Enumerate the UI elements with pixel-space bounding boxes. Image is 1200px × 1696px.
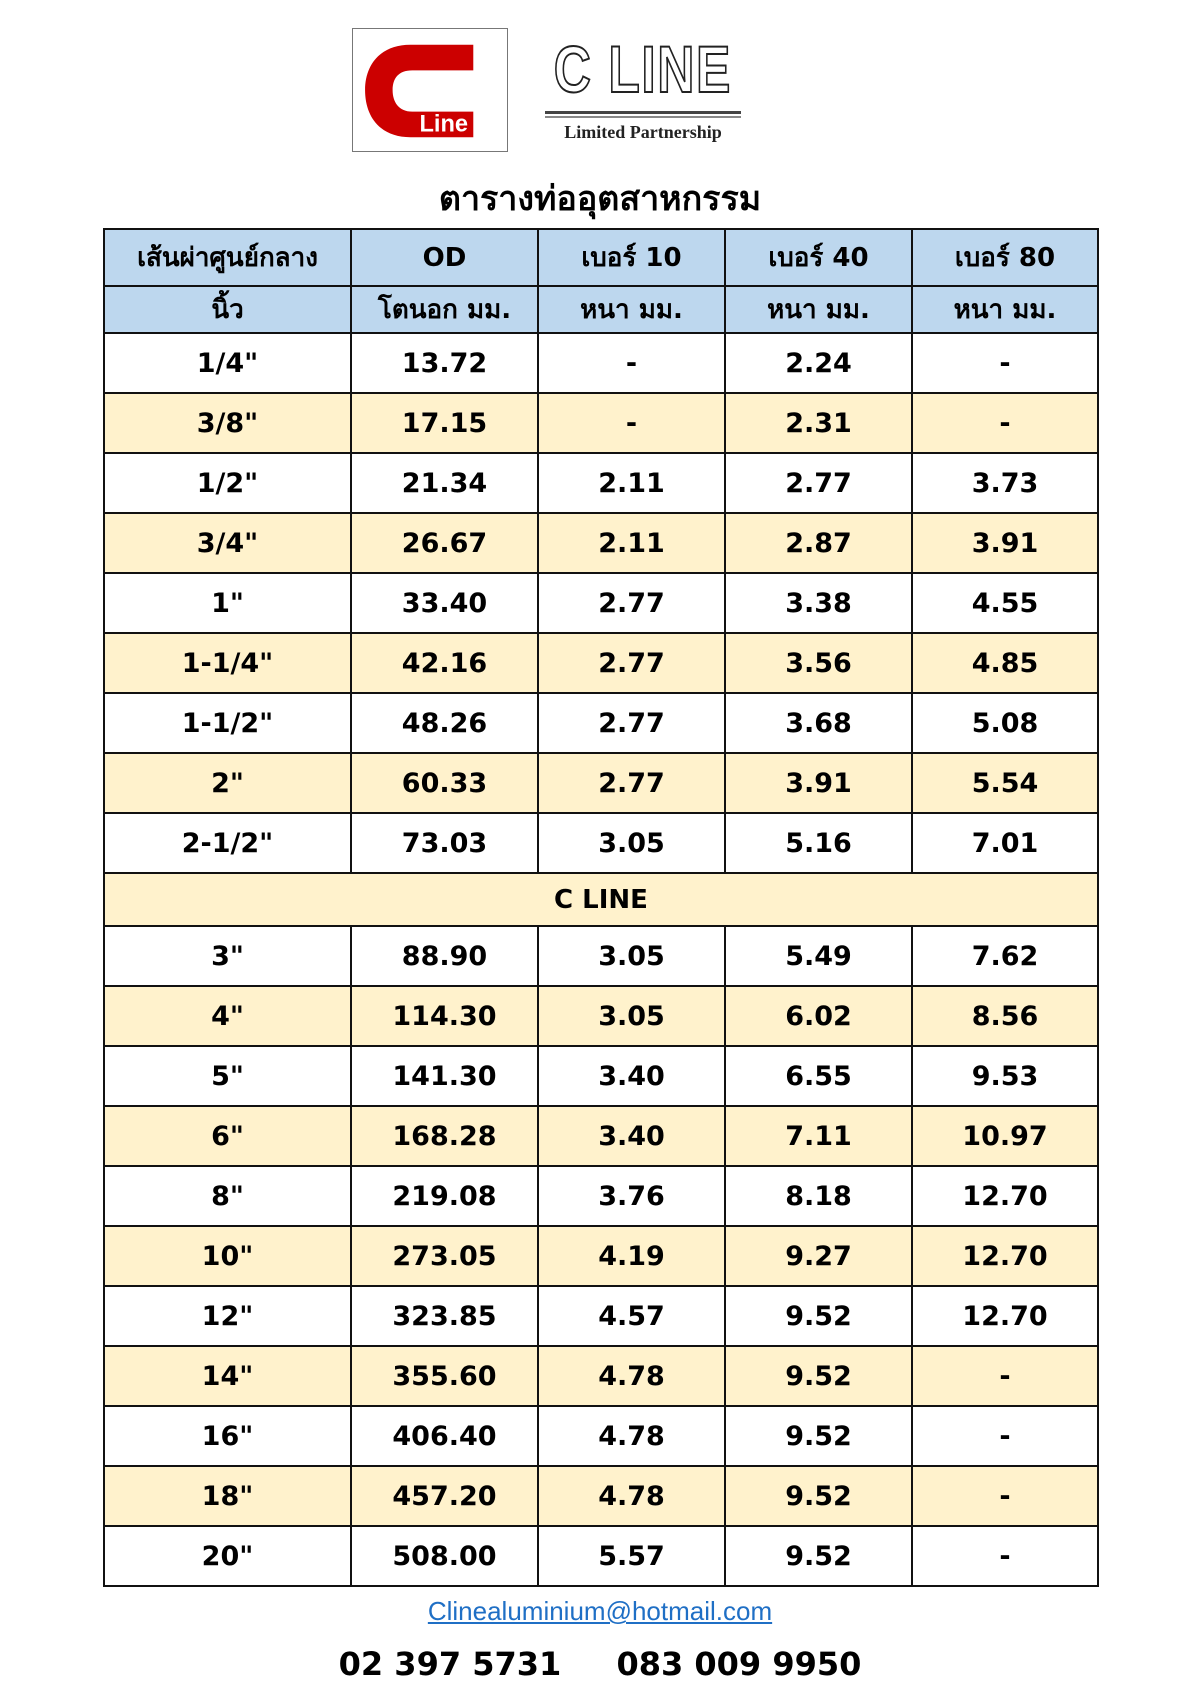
cell-sch40: 6.55 bbox=[725, 1046, 912, 1106]
subheader-sch40-mm: หนา มม. bbox=[725, 286, 912, 333]
cell-sch10: 5.57 bbox=[538, 1526, 725, 1586]
cell-sch80: 7.62 bbox=[912, 926, 1098, 986]
cell-sch10: 3.76 bbox=[538, 1166, 725, 1226]
cell-size: 4" bbox=[104, 986, 351, 1046]
cell-size: 18" bbox=[104, 1466, 351, 1526]
subheader-inch: นิ้ว bbox=[104, 286, 351, 333]
table-row bbox=[104, 453, 1098, 513]
phone-landline: 02 397 5731 bbox=[338, 1645, 562, 1683]
contact-email-link[interactable]: Clinealuminium@hotmail.com bbox=[427, 1596, 773, 1626]
cell-sch80: - bbox=[912, 1346, 1098, 1406]
cell-sch40: 9.52 bbox=[725, 1286, 912, 1346]
cell-sch80: 7.01 bbox=[912, 813, 1098, 873]
table-row bbox=[104, 986, 1098, 1046]
cell-size: 14" bbox=[104, 1346, 351, 1406]
cell-sch40: 6.02 bbox=[725, 986, 912, 1046]
cell-od: 219.08 bbox=[351, 1166, 538, 1226]
cell-sch80: - bbox=[912, 1406, 1098, 1466]
table-row bbox=[104, 573, 1098, 633]
cell-od: 273.05 bbox=[351, 1226, 538, 1286]
cell-size: 3/8" bbox=[104, 393, 351, 453]
cell-sch40: 8.18 bbox=[725, 1166, 912, 1226]
pipe-schedule-table bbox=[103, 228, 1099, 1587]
cell-sch40: 5.16 bbox=[725, 813, 912, 873]
header-sch10: เบอร์ 10 bbox=[538, 229, 725, 286]
cell-od: 114.30 bbox=[351, 986, 538, 1046]
cell-size: 3" bbox=[104, 926, 351, 986]
cell-sch40: 2.24 bbox=[725, 333, 912, 393]
svg-text:Line: Line bbox=[419, 111, 469, 138]
cell-sch40: 2.77 bbox=[725, 453, 912, 513]
cell-size: 2-1/2" bbox=[104, 813, 351, 873]
cell-size: 1/4" bbox=[104, 333, 351, 393]
cell-sch10: 4.78 bbox=[538, 1406, 725, 1466]
cell-od: 141.30 bbox=[351, 1046, 538, 1106]
cell-sch40: 3.56 bbox=[725, 633, 912, 693]
cell-sch10: 4.57 bbox=[538, 1286, 725, 1346]
table-row bbox=[104, 1526, 1098, 1586]
cell-od: 48.26 bbox=[351, 693, 538, 753]
cell-size: 1/2" bbox=[104, 453, 351, 513]
cell-size: 3/4" bbox=[104, 513, 351, 573]
cell-sch80: 9.53 bbox=[912, 1046, 1098, 1106]
table-row bbox=[104, 1166, 1098, 1226]
table-row bbox=[104, 1466, 1098, 1526]
cell-sch10: 3.05 bbox=[538, 986, 725, 1046]
cell-sch10: - bbox=[538, 393, 725, 453]
page-title: ตารางท่ออุตสาหกรรม bbox=[438, 179, 762, 219]
cell-sch10: 4.78 bbox=[538, 1466, 725, 1526]
cell-sch10: 2.11 bbox=[538, 513, 725, 573]
cell-sch40: 3.91 bbox=[725, 753, 912, 813]
cell-sch80: 8.56 bbox=[912, 986, 1098, 1046]
cell-sch40: 9.52 bbox=[725, 1406, 912, 1466]
table-row bbox=[104, 1406, 1098, 1466]
cell-sch80: 10.97 bbox=[912, 1106, 1098, 1166]
header-od: OD bbox=[351, 229, 538, 286]
cell-sch80: - bbox=[912, 393, 1098, 453]
company-logo bbox=[352, 28, 508, 152]
section-label: C LINE bbox=[104, 873, 1098, 926]
table-row bbox=[104, 633, 1098, 693]
cell-size: 1" bbox=[104, 573, 351, 633]
cell-sch40: 5.49 bbox=[725, 926, 912, 986]
cell-sch10: 3.40 bbox=[538, 1106, 725, 1166]
cell-size: 1-1/4" bbox=[104, 633, 351, 693]
cell-sch80: - bbox=[912, 1526, 1098, 1586]
subheader-sch80-mm: หนา มม. bbox=[912, 286, 1098, 333]
table-row bbox=[104, 333, 1098, 393]
cell-sch10: 2.11 bbox=[538, 453, 725, 513]
cell-od: 26.67 bbox=[351, 513, 538, 573]
cell-sch40: 9.52 bbox=[725, 1466, 912, 1526]
cell-sch80: 3.91 bbox=[912, 513, 1098, 573]
cell-sch80: 5.08 bbox=[912, 693, 1098, 753]
cell-sch10: 2.77 bbox=[538, 753, 725, 813]
table-row bbox=[104, 813, 1098, 873]
table-row bbox=[104, 1346, 1098, 1406]
table-row bbox=[104, 1046, 1098, 1106]
cell-size: 16" bbox=[104, 1406, 351, 1466]
cell-sch40: 9.52 bbox=[725, 1526, 912, 1586]
cell-od: 17.15 bbox=[351, 393, 538, 453]
cell-sch80: - bbox=[912, 333, 1098, 393]
cell-size: 6" bbox=[104, 1106, 351, 1166]
cell-od: 33.40 bbox=[351, 573, 538, 633]
cell-od: 355.60 bbox=[351, 1346, 538, 1406]
cell-size: 10" bbox=[104, 1226, 351, 1286]
cell-sch80: 12.70 bbox=[912, 1166, 1098, 1226]
cell-od: 406.40 bbox=[351, 1406, 538, 1466]
phone-mobile: 083 009 9950 bbox=[616, 1645, 862, 1683]
cell-sch80: 3.73 bbox=[912, 453, 1098, 513]
table-row bbox=[104, 693, 1098, 753]
cell-sch40: 2.31 bbox=[725, 393, 912, 453]
cell-sch10: 3.05 bbox=[538, 813, 725, 873]
cell-sch80: 12.70 bbox=[912, 1226, 1098, 1286]
table-row bbox=[104, 1106, 1098, 1166]
cell-sch40: 2.87 bbox=[725, 513, 912, 573]
cell-size: 8" bbox=[104, 1166, 351, 1226]
header-nominal-diameter: เส้นผ่าศูนย์กลาง bbox=[104, 229, 351, 286]
cell-sch10: 2.77 bbox=[538, 573, 725, 633]
cell-sch80: - bbox=[912, 1466, 1098, 1526]
cell-sch10: 2.77 bbox=[538, 693, 725, 753]
cell-sch40: 3.68 bbox=[725, 693, 912, 753]
cell-od: 60.33 bbox=[351, 753, 538, 813]
cell-sch80: 4.55 bbox=[912, 573, 1098, 633]
cell-sch10: 4.19 bbox=[538, 1226, 725, 1286]
table-row bbox=[104, 393, 1098, 453]
cell-od: 457.20 bbox=[351, 1466, 538, 1526]
cell-sch10: - bbox=[538, 333, 725, 393]
cell-sch40: 9.27 bbox=[725, 1226, 912, 1286]
cell-sch10: 3.05 bbox=[538, 926, 725, 986]
cell-sch10: 2.77 bbox=[538, 633, 725, 693]
cell-sch40: 3.38 bbox=[725, 573, 912, 633]
table-header-row bbox=[104, 229, 1098, 286]
subheader-od-mm: โตนอก มม. bbox=[351, 286, 538, 333]
cell-od: 73.03 bbox=[351, 813, 538, 873]
table-subheader-row bbox=[104, 286, 1098, 333]
header-sch40: เบอร์ 40 bbox=[725, 229, 912, 286]
subheader-sch10-mm: หนา มม. bbox=[538, 286, 725, 333]
contact-phones bbox=[0, 1645, 1200, 1683]
table-row bbox=[104, 513, 1098, 573]
brand-name: C LINE bbox=[553, 32, 732, 106]
cell-sch10: 4.78 bbox=[538, 1346, 725, 1406]
cell-od: 13.72 bbox=[351, 333, 538, 393]
c-line-logo-icon bbox=[353, 29, 507, 151]
cell-od: 323.85 bbox=[351, 1286, 538, 1346]
table-row bbox=[104, 1226, 1098, 1286]
cell-size: 12" bbox=[104, 1286, 351, 1346]
cell-od: 88.90 bbox=[351, 926, 538, 986]
cell-sch80: 5.54 bbox=[912, 753, 1098, 813]
cell-od: 168.28 bbox=[351, 1106, 538, 1166]
table-row bbox=[104, 1286, 1098, 1346]
brand-subtitle: Limited Partnership bbox=[564, 122, 722, 142]
cell-size: 2" bbox=[104, 753, 351, 813]
cell-od: 42.16 bbox=[351, 633, 538, 693]
table-row bbox=[104, 926, 1098, 986]
cell-sch10: 3.40 bbox=[538, 1046, 725, 1106]
table-row bbox=[104, 753, 1098, 813]
cell-sch80: 4.85 bbox=[912, 633, 1098, 693]
header-sch80: เบอร์ 80 bbox=[912, 229, 1098, 286]
cell-sch80: 12.70 bbox=[912, 1286, 1098, 1346]
cell-od: 21.34 bbox=[351, 453, 538, 513]
cell-sch40: 9.52 bbox=[725, 1346, 912, 1406]
cell-sch40: 7.11 bbox=[725, 1106, 912, 1166]
cell-od: 508.00 bbox=[351, 1526, 538, 1586]
brand-block bbox=[543, 32, 743, 148]
section-divider-row bbox=[104, 873, 1098, 926]
cell-size: 5" bbox=[104, 1046, 351, 1106]
brand-divider bbox=[545, 111, 741, 114]
cell-size: 20" bbox=[104, 1526, 351, 1586]
cell-size: 1-1/2" bbox=[104, 693, 351, 753]
brand-divider-thin bbox=[545, 116, 741, 118]
